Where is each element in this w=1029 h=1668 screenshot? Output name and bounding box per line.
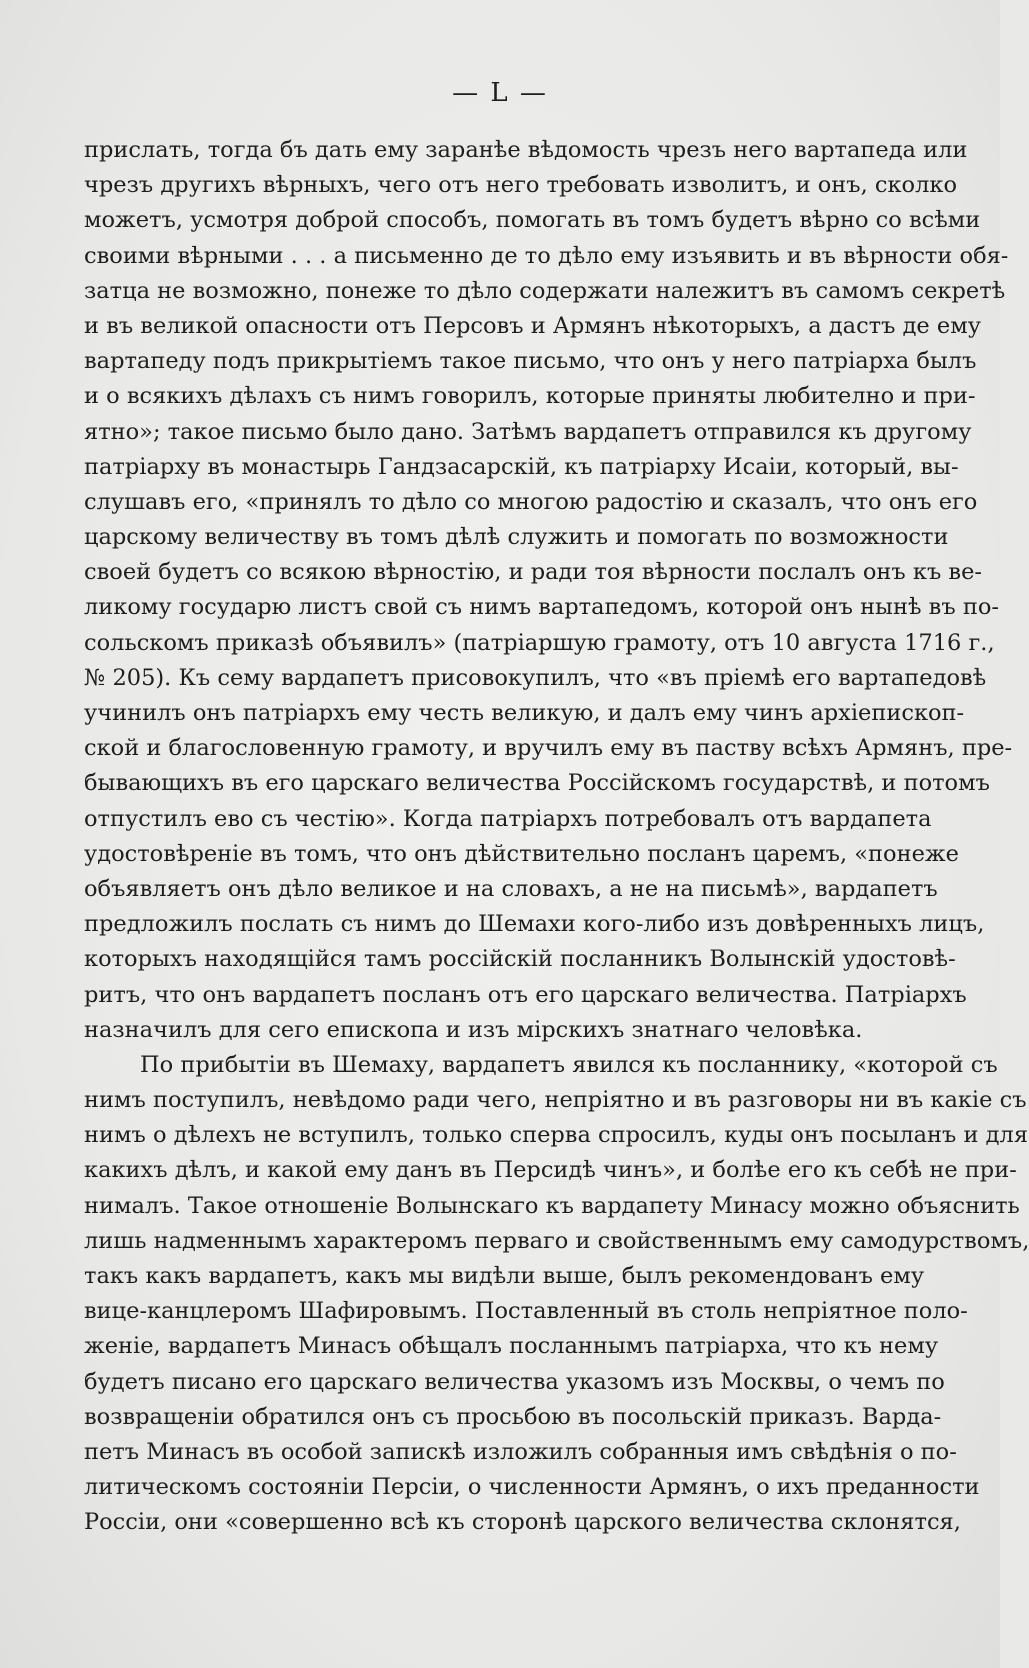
text-line: женіе, вардапетъ Минасъ обѣщалъ посланнымъ патріарха, что къ нему [84, 1333, 939, 1360]
text-line: ской и благословенную грамоту, и вручилъ ему въ паству всѣхъ Армянъ, пре- [84, 735, 1013, 762]
text-line: ятно»; такое письмо было дано. Затѣмъ вардапетъ отправился къ другому [84, 418, 972, 445]
text-line: петъ Минасъ въ особой запискѣ изложилъ собранныя имъ свѣдѣнія о по- [84, 1438, 957, 1465]
text-line: литическомъ состояніи Персіи, о численности Армянъ, о ихъ преданности [84, 1474, 980, 1501]
text-line: ликому государю листъ свой съ нимъ вартапедомъ, которой онъ нынѣ въ по- [84, 594, 999, 621]
text-line: какихъ дѣлъ, и какой ему данъ въ Персидѣ чинъ», и болѣе его къ себѣ не при- [84, 1157, 1017, 1184]
text-line: и о всякихъ дѣлахъ съ нимъ говорилъ, которые приняты любително и при- [84, 383, 976, 410]
text-line: вартапеду подъ прикрытіемъ такое письмо, что онъ у него патріарха былъ [84, 348, 977, 375]
text-line: патріарху въ монастырь Гандзасарскій, къ патріарху Исаіи, который, вы- [84, 453, 959, 480]
text-line: нималъ. Такое отношеніе Волынскаго къ вардапету Минасу можно объяснить [84, 1192, 1020, 1219]
text-line: удостовѣреніе въ томъ, что онъ дѣйствительно посланъ царемъ, «понеже [84, 840, 959, 867]
text-line: По прибытіи въ Шемаху, вардапетъ явился къ посланнику, «которой съ [140, 1051, 998, 1078]
text-line: слушавъ его, «принялъ то дѣло со многою радостію и сказалъ, что онъ его [84, 488, 978, 515]
text-line: затца не возможно, понеже то дѣло содержати належитъ въ самомъ секретѣ [84, 277, 1006, 304]
text-line: вице-канцлеромъ Шафировымъ. Поставленный въ столь непріятное поло- [84, 1298, 968, 1325]
text-line: и въ великой опасности отъ Персовъ и Армянъ нѣкоторыхъ, а дастъ де ему [84, 312, 981, 339]
text-line: можетъ, усмотря доброй способъ, помогать въ томъ будетъ вѣрно со всѣми [84, 207, 981, 234]
text-line: бывающихъ въ его царскаго величества Россійскомъ государствѣ, и потомъ [84, 770, 990, 797]
text-line: нимъ о дѣлехъ не вступилъ, только сперва спросилъ, куды онъ посыланъ и для [84, 1122, 1029, 1149]
text-line: нимъ поступилъ, невѣдомо ради чего, непріятно и въ разговоры ни въ какіе съ [84, 1087, 1027, 1114]
text-line: лишь надменнымъ характеромъ перваго и свойственнымъ ему самодурствомъ, [84, 1227, 1029, 1254]
text-line: предложилъ послать съ нимъ до Шемахи кого-либо изъ довѣренныхъ лицъ, [84, 911, 985, 938]
text-line: назначилъ для сего епископа и изъ мірскихъ знатнаго человѣка. [84, 1016, 863, 1043]
text-line: сольскомъ приказѣ объявилъ» (патріаршую грамоту, отъ 10 августа 1716 г., [84, 629, 995, 656]
text-line: своими вѣрными . . . а письменно де то дѣло ему изъявить и въ вѣрности обя- [84, 242, 1009, 269]
text-line: возвращеніи обратился онъ съ просьбою въ посольскій приказъ. Варда- [84, 1403, 942, 1430]
text-line: такъ какъ вардапетъ, какъ мы видѣли выше, былъ рекомендованъ ему [84, 1263, 925, 1289]
text-line: объявляетъ онъ дѣло великое и на словахъ, а не на письмѣ», вардапетъ [84, 875, 938, 902]
text-line: № 205). Къ сему вардапетъ присовокупилъ, что «въ пріемѣ его вартапедовѣ [84, 664, 987, 691]
text-line: прислать, тогда бъ дать ему заранѣе вѣдомость чрезъ него вартапеда или [84, 137, 968, 163]
text-line: своей будетъ со всякою вѣрностію, и ради тоя вѣрности послалъ онъ къ ве- [84, 559, 983, 586]
text-line: учинилъ онъ патріархъ ему честь великую, и далъ ему чинъ архіепископ- [84, 700, 965, 726]
text-line: царскому величеству въ томъ дѣлѣ служить и помогать по возможности [84, 524, 949, 551]
text-line: чрезъ другихъ вѣрныхъ, чего отъ него требовать изволитъ, и онъ, сколко [84, 172, 958, 199]
text-line: отпустилъ ево съ честію». Когда патріархъ потребовалъ отъ вардапета [84, 805, 932, 832]
text-line: которыхъ находящійся тамъ россійскій посланникъ Волынскій удостовѣ- [84, 946, 956, 973]
text-line: Россіи, они «совершенно всѣ къ сторонѣ царского величества склонятся, [84, 1509, 961, 1536]
text-line: ритъ, что онъ вардапетъ посланъ отъ его царскаго величества. Патріархъ [84, 981, 967, 1008]
body-text [84, 133, 1029, 1541]
page-number: — L — [452, 78, 548, 108]
text-line: будетъ писано его царскаго величества указомъ изъ Москвы, о чемъ по [84, 1368, 945, 1395]
